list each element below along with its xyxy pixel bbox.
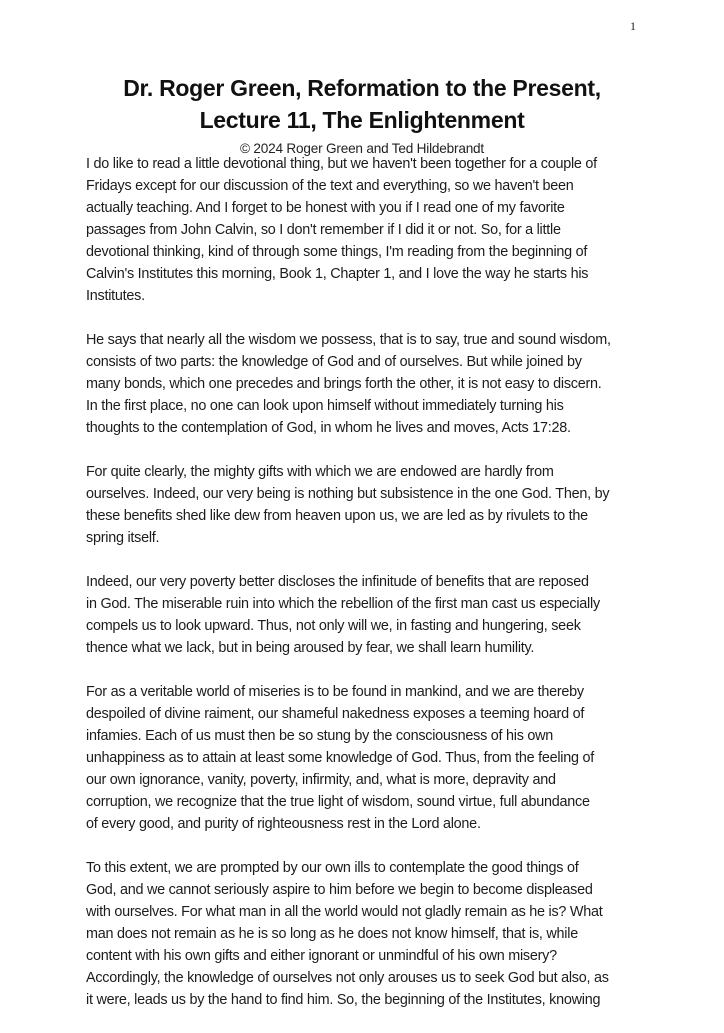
- text-line: actually teaching. And I forget to be honest with you if I read one of my favorite: [86, 200, 565, 216]
- copyright-notice: © 2024 Roger Green and Ted Hildebrandt: [240, 141, 484, 156]
- text-line: devotional thinking, kind of through some things, I'm reading from the beginning of: [86, 244, 588, 260]
- document-title: [0, 72, 724, 136]
- text-line: For quite clearly, the mighty gifts with which we are endowed are hardly from: [86, 464, 554, 480]
- text-line: Calvin's Institutes this morning, Book 1, Chapter 1, and I love the way he starts his: [86, 266, 589, 282]
- paragraph: [86, 153, 686, 307]
- text-line: consists of two parts: the knowledge of God and of ourselves. But while joined by: [86, 354, 582, 370]
- text-line: In the first place, no one can look upon himself without immediately turning his: [86, 398, 564, 414]
- text-line: despoiled of divine raiment, our shameful nakedness exposes a teeming hoard of: [86, 706, 585, 722]
- text-line: content with his own gifts and either ignorant or unmindful of his own misery?: [86, 948, 557, 964]
- title-line: Lecture 11, The Enlightenment: [199, 107, 525, 133]
- text-line: infamies. Each of us must then be so stung by the consciousness of his own: [86, 728, 554, 744]
- text-line: For as a veritable world of miseries is to be found in mankind, and we are thereby: [86, 684, 584, 700]
- text-line: passages from John Calvin, so I don't remember if I did it or not. So, for a little: [86, 222, 561, 238]
- text-line: unhappiness as to attain at least some knowledge of God. Thus, from the feeling of: [86, 750, 595, 766]
- text-line: spring itself.: [86, 530, 160, 546]
- text-line: with ourselves. For what man in all the world would not gladly remain as he is? What: [86, 904, 603, 920]
- text-line: He says that nearly all the wisdom we possess, that is to say, true and sound wisdom,: [86, 332, 611, 348]
- text-line: I do like to read a little devotional thing, but we haven't been together for a couple of: [86, 156, 597, 172]
- text-line: our own ignorance, vanity, poverty, infirmity, and, what is more, depravity and: [86, 772, 556, 788]
- page-number: 1: [630, 19, 636, 33]
- text-line: of every good, and purity of righteousness rest in the Lord alone.: [86, 816, 481, 832]
- text-line: Accordingly, the knowledge of ourselves not only arouses us to seek God but also, as: [86, 970, 609, 986]
- text-line: thence what we lack, but in being aroused by fear, we shall learn humility.: [86, 640, 535, 656]
- paragraph: [86, 857, 686, 1011]
- text-line: God, and we cannot seriously aspire to him before we begin to become displeased: [86, 882, 593, 898]
- title-line: Dr. Roger Green, Reformation to the Present,: [123, 75, 601, 101]
- text-line: man does not remain as he is so long as he does not know himself, that is, while: [86, 926, 578, 942]
- paragraph: [86, 681, 686, 835]
- text-line: ourselves. Indeed, our very being is nothing but subsistence in the one God. Then, by: [86, 486, 610, 502]
- text-line: Institutes.: [86, 288, 145, 304]
- document-body: [86, 153, 686, 1033]
- text-line: To this extent, we are prompted by our own ills to contemplate the good things of: [86, 860, 579, 876]
- text-line: many bonds, which one precedes and brings forth the other, it is not easy to discern.: [86, 376, 602, 392]
- paragraph: [86, 571, 686, 659]
- text-line: compels us to look upward. Thus, not only will we, in fasting and hungering, seek: [86, 618, 581, 634]
- text-line: it were, leads us by the hand to find him. So, the beginning of the Institutes, knowing: [86, 992, 601, 1008]
- text-line: Fridays except for our discussion of the text and everything, so we haven't been: [86, 178, 574, 194]
- text-line: thoughts to the contemplation of God, in whom he lives and moves, Acts 17:28.: [86, 420, 571, 436]
- text-line: Indeed, our very poverty better discloses the infinitude of benefits that are reposed: [86, 574, 589, 590]
- paragraph: [86, 461, 686, 549]
- text-line: corruption, we recognize that the true light of wisdom, sound virtue, full abundance: [86, 794, 590, 810]
- text-line: these benefits shed like dew from heaven upon us, we are led as by rivulets to the: [86, 508, 588, 524]
- paragraph: [86, 329, 686, 439]
- text-line: in God. The miserable ruin into which the rebellion of the first man cast us especially: [86, 596, 600, 612]
